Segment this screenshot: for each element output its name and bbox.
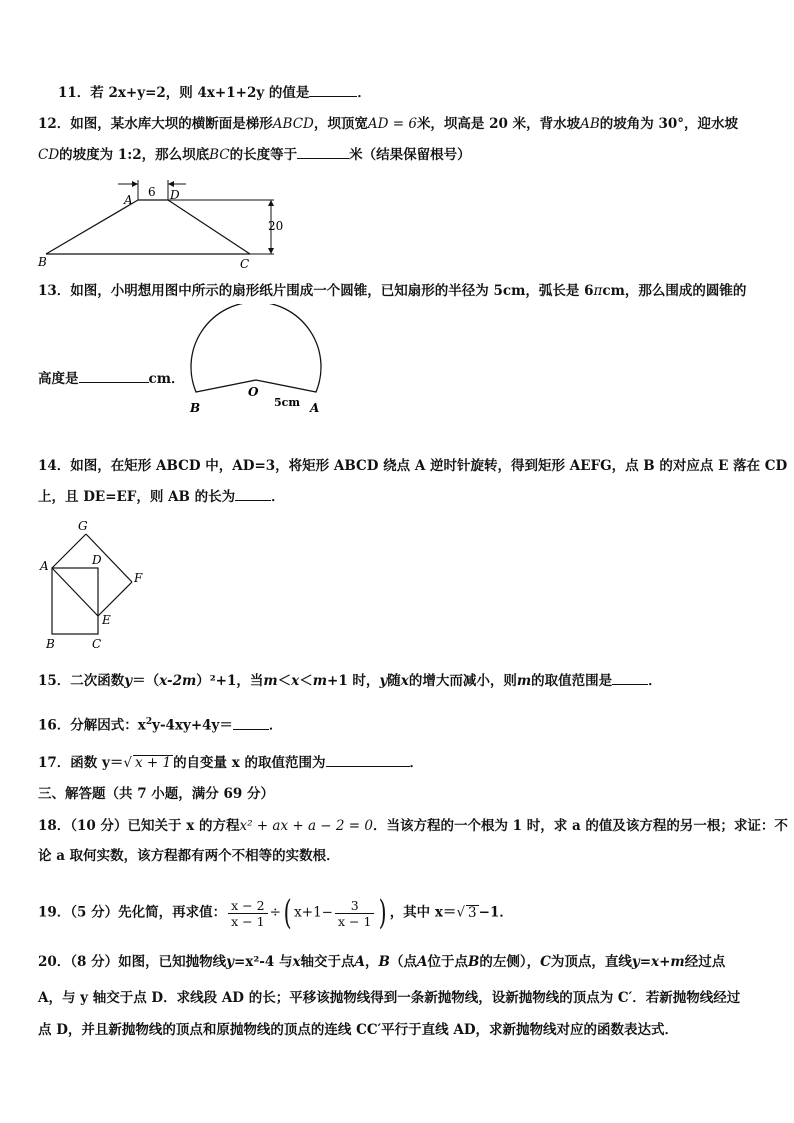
- q15-x: x: [291, 673, 300, 689]
- q14-fig-C: C: [92, 637, 102, 651]
- q14-text1: 14．如图，在矩形 ABCD 中，AD=3，将矩形 ABCD 绕点 A 逆时针旋转，得到矩形 AEFG，点 B 的对应点 E 落在 CD: [38, 458, 788, 474]
- q12-text7: 米（结果保留根号）: [349, 147, 471, 163]
- q17-t2: 的自变量 x 的取值范围为: [173, 755, 326, 771]
- q11-blank[interactable]: [309, 82, 357, 97]
- q19-t3: −1．: [478, 904, 513, 921]
- q20-t8: 为顶点，直线: [550, 954, 632, 970]
- q15-blank[interactable]: [612, 670, 648, 685]
- q19-t2: ，其中 x＝: [389, 904, 457, 921]
- q20-x: x: [292, 954, 301, 970]
- q14-fig-E: E: [102, 613, 111, 627]
- q19-fraction-2: [335, 898, 374, 929]
- q14-text2: 上，且 DE=EF，则 AB 的长为: [38, 489, 236, 505]
- q20-y: y: [226, 954, 234, 970]
- q17-t1: 17．函数 y＝: [38, 755, 124, 771]
- q12-fig-top-label: 6: [148, 185, 156, 199]
- q12-fig-A: A: [124, 193, 133, 207]
- q15-t1: 15．二次函数: [38, 673, 125, 689]
- q12-text6: 的长度等于: [229, 147, 298, 163]
- q12-abcd: ABCD: [272, 116, 314, 132]
- q19-line: 19．（5 分）先化简，再求值： $\frac{x - 2}{x - 1}$ ÷( x+1− $\frac{3}{x - 1}$ ) ，其中 x＝√ 3 −1．: [38, 893, 513, 933]
- q12-ad: AD = 6: [367, 116, 417, 132]
- q20-t5: （点: [389, 954, 417, 970]
- q19-den1: x − 1: [231, 913, 265, 929]
- q13-fig-O: O: [248, 385, 259, 399]
- q20-line1: [38, 952, 725, 972]
- q13-fig-B: B: [190, 401, 201, 415]
- q20-A: A: [354, 954, 366, 970]
- q13-pi: π: [593, 283, 603, 299]
- q20-m: m: [670, 954, 685, 970]
- q15-m1: m: [263, 673, 278, 689]
- q20-t4: ，: [365, 954, 379, 970]
- q20-A2: A: [416, 954, 428, 970]
- q13-line2: [38, 368, 185, 389]
- q15-x2: x: [400, 673, 409, 689]
- q15-t7: 随: [387, 673, 401, 689]
- q13-text2: cm，那么围成的圆锥的: [602, 283, 747, 299]
- q13-blank[interactable]: [79, 368, 149, 383]
- q12-cd: CD: [38, 147, 60, 163]
- q20-t10: +: [659, 954, 671, 970]
- section3-heading: 三、解答题（共 7 小题，满分 69 分）: [38, 786, 274, 802]
- q20-B: B: [378, 954, 390, 970]
- q12-fig-D: D: [170, 188, 180, 202]
- q13-fig-A: A: [310, 401, 320, 415]
- q18-line1: [38, 816, 788, 836]
- q13-line1: [38, 281, 746, 301]
- q19-t1: 19．（5 分）先化简，再求值：: [38, 904, 227, 921]
- q18-equation: x² + ax + a − 2 = 0: [239, 818, 373, 834]
- q15-x2m: x-2m: [159, 673, 197, 689]
- q18-t1: 18．（10 分）已知关于 x 的方程: [38, 818, 240, 834]
- q19-num2: 3: [335, 898, 374, 914]
- q19-fraction-1: [228, 898, 267, 929]
- q15-y2: y: [379, 673, 388, 689]
- q14-line1: [38, 456, 787, 476]
- q17-end: ．: [409, 755, 424, 771]
- q20-line3: 点 D，并且新抛物线的顶点和原抛物线的顶点的连线 CC′平行于直线 AD，求新抛物线对应的函数表达式．: [38, 1022, 679, 1038]
- q18-t2: ．当该方程的一个根为 1 时，求 a 的值及该方程的另一根；求证：不: [372, 818, 788, 834]
- q15-t6: +1 时，: [327, 673, 380, 689]
- q18-line2: 论 a 取何实数，该方程都有两个不相等的实数根．: [38, 848, 340, 864]
- q20-t2: =x²-4 与: [234, 954, 293, 970]
- q12-blank[interactable]: [297, 144, 349, 159]
- q12-text3: 米，坝高是 20 米，背水坡: [416, 116, 581, 132]
- q14-rectangle-figure: [34, 516, 158, 652]
- q12-text4: 的坡角为 30°，迎水坡: [599, 116, 739, 132]
- q15-t9: 的取值范围是: [531, 673, 613, 689]
- q20-C: C: [540, 954, 551, 970]
- q15-t2: ＝（: [132, 673, 160, 689]
- q15-line: [38, 670, 662, 691]
- q12-fig-height-label: 20: [268, 219, 284, 233]
- q16-blank[interactable]: [233, 715, 269, 730]
- q20-t3: 轴交于点: [300, 954, 355, 970]
- q12-trapezoid-figure: [36, 178, 296, 270]
- q15-m2: m: [312, 673, 328, 689]
- q16-t1: 16．分解因式：x: [38, 717, 146, 734]
- q20-t7: 的左侧），: [479, 954, 541, 970]
- q15-t3: ）²+1，当: [196, 673, 264, 689]
- q20-t1: 20．（8 分）如图，已知抛物线: [38, 954, 227, 970]
- q17-radicand: x + 1: [134, 755, 172, 771]
- q19-radicand: 3: [468, 904, 477, 921]
- q13-fig-r: 5cm: [274, 396, 300, 409]
- q12-text1: 12．如图，某水库大坝的横断面是梯形: [38, 116, 273, 132]
- q12-text5: 的坡度为 1:2，那么坝底: [59, 147, 210, 163]
- q14-blank[interactable]: [235, 486, 271, 501]
- q14-fig-D: D: [92, 553, 102, 567]
- q16-sup: 2: [145, 717, 153, 727]
- q14-fig-G: G: [78, 519, 88, 533]
- q17-blank[interactable]: [326, 752, 410, 767]
- q12-ab: AB: [580, 116, 600, 132]
- q20-t11: 经过点: [684, 954, 726, 970]
- q11-end: ．: [357, 85, 371, 101]
- q13-text4: cm．: [148, 371, 185, 387]
- q20-t9: =: [639, 954, 652, 970]
- q20-xm: x: [651, 954, 660, 970]
- q17-line: 17．函数 y＝√ x + 1 的自变量 x 的取值范围为 ．: [38, 752, 423, 773]
- q12-bc: BC: [209, 147, 230, 163]
- q16-end: ．: [268, 717, 283, 734]
- q20-t6: 位于点: [427, 954, 468, 970]
- q20-line2: A，与 y 轴交于点 D．求线段 AD 的长；平移该抛物线得到一条新抛物线，设新抛物线的顶点为 C′．若新抛物线经过: [38, 990, 741, 1006]
- q15-m3: m: [516, 673, 532, 689]
- q12-fig-C: C: [240, 257, 250, 270]
- q19-div: ÷: [269, 904, 281, 921]
- q15-t5: ＜: [299, 673, 313, 689]
- q13-text1: 13．如图，小明想用图中所示的扇形纸片围成一个圆锥，已知扇形的半径为 5cm，弧长是 6: [38, 283, 594, 299]
- q15-y: y: [124, 673, 133, 689]
- q12-line1: [38, 114, 738, 134]
- q11-line: [58, 82, 371, 103]
- q19-x1: x+1−: [294, 904, 333, 921]
- q19-den2: x − 1: [337, 913, 372, 929]
- q19-num1: x − 2: [228, 898, 267, 914]
- q14-end: ．: [271, 489, 285, 505]
- q15-end: ．: [648, 673, 662, 689]
- q11-text: 11．若 2x+y=2，则 4x+1+2y 的值是: [58, 85, 310, 101]
- q13-text3: 高度是: [38, 371, 79, 387]
- q16-line: [38, 712, 282, 736]
- q14-fig-F: F: [134, 571, 143, 585]
- q12-fig-B: B: [38, 255, 47, 269]
- q14-fig-B: B: [46, 637, 55, 651]
- q13-sector-figure: [186, 304, 334, 416]
- q14-fig-A: A: [40, 559, 49, 573]
- q20-B2: B: [467, 954, 480, 970]
- q15-t8: 的增大而减小，则: [408, 673, 517, 689]
- q14-line2: [38, 486, 285, 507]
- q12-line2: [38, 144, 471, 165]
- q16-t2: y-4xy+4y＝: [152, 717, 233, 734]
- q15-t4: ＜: [277, 673, 292, 689]
- q20-y2: y: [631, 954, 640, 970]
- q12-text2: ，坝顶宽: [313, 116, 368, 132]
